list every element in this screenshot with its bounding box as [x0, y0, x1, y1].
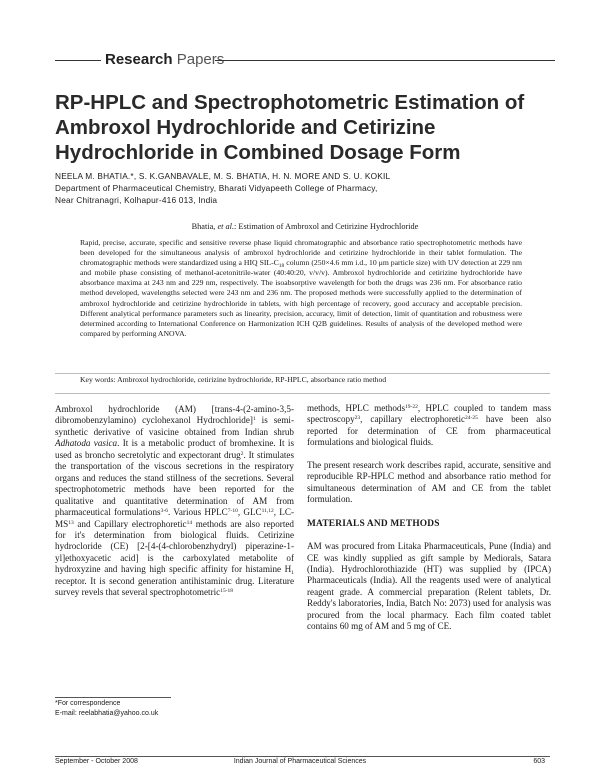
intro-paragraph [55, 404, 294, 599]
running-head-etal: et al. [217, 222, 235, 231]
intro-text-8: and Capillary electrophoretic [73, 518, 187, 529]
receptor-subscript: 1 [291, 570, 294, 577]
ref-superscript: 24-25 [465, 415, 478, 422]
footer-divider [55, 756, 550, 757]
running-head [55, 222, 555, 231]
ref-superscript: 11,12 [261, 508, 274, 515]
correspondence-email: E-mail: reelabhatia@yahoo.co.uk [55, 709, 159, 717]
ref-superscript: 14 [186, 519, 193, 526]
ref-superscript: 7-10 [227, 508, 238, 515]
abstract-divider [55, 373, 550, 374]
review-text-2: , HPLC coupled to tandem mass spectroscopy [307, 403, 552, 425]
affiliation-line-1: Department of Pharmaceutical Chemistry, Bharati Vidyapeeth College of Pharmacy, [55, 183, 378, 193]
section-label-light: Papers [176, 51, 225, 68]
page-number: 603 [533, 758, 545, 765]
keywords-text: Ambroxol hydrochloride, cetirizine hydrochloride, RP-HPLC, absorbance ratio method [115, 375, 387, 384]
keywords-divider [55, 393, 550, 394]
intro-text-9: methods are also reported for it's determination from biological fluids. Cetirizine hydrocloride (CE) [2-[4-(4-chlorobenzhydryl) piperazine-1-yl]ethoxyacetic acid] is the carboxylated metabolite of hydroxyzine and having high specific affinity for histamine H [55, 518, 294, 575]
section-label-bold: Research [105, 51, 173, 68]
keywords [80, 375, 540, 384]
ref-superscript: 23 [354, 415, 361, 422]
keywords-label: Key words: [80, 375, 116, 384]
footnote [55, 699, 295, 718]
ref-superscript: 2 [240, 450, 244, 457]
abstract-part-1: Rapid, precise, accurate, specific and sensitive reverse phase liquid chromatographic and absorbance ratio spectrophotometric methods have been developed for the simultaneous analysis of ambroxol hydrochloride and cetirizine hydrochloride in their tablet formulation. The chromatographic methods were standardized using a HIQ SIL-C [80, 238, 522, 268]
ref-superscript: 1 [252, 416, 256, 423]
aim-paragraph: The present research work describes rapid, accurate, sensitive and reproducible RP-HPLC method and absorbance ratio method for simultaneous determination of AM and CE from the tablet formulation. [307, 459, 551, 505]
intro-text-3: . It is a metabolic product of bromhexine. It is used as broncho secretolytic and expectorant drug [55, 438, 294, 460]
abstract-subscript: 18 [278, 263, 285, 270]
footer-journal: Indian Journal of Pharmaceutical Sciences [233, 758, 367, 765]
methods-review-paragraph [307, 403, 551, 449]
ref-superscript: 15-18 [220, 588, 234, 595]
footnote-divider [55, 697, 171, 698]
intro-text-2: is semi-synthetic derivative of vasicine obtained from Indian shrub [55, 415, 294, 437]
affiliation-line-2: Near Chitranagri, Kolhapur-416 013, India [55, 195, 218, 205]
ref-superscript: 19-22 [405, 404, 418, 410]
left-column [55, 404, 294, 599]
running-head-rest: : Estimation of Ambroxol and Cetirizine Hydrochloride [234, 222, 419, 231]
materials-paragraph: AM was procured from Litaka Pharmaceuticals, Pune (India) and CE was kindly supplied as gift sample by Mediorals, Satara (India). Hydrochlorothiazide (HT) was supplied by (IPCA) Pharmaceuticals (India). All the reagents used were of analytical reagent grade. A commercial preparation (Relent tablets, Dr. Reddy's laboratories, India, Batch No: 2073) used for analysis was procured from the local pharmacy. Each film coated tablet contains 60 mg of AM and 5 mg of CE. [307, 541, 551, 632]
review-text-3: , capillary electrophoretic [360, 414, 466, 425]
intro-text-10: receptor. It is second generation antihistaminic drug. Literature survey revels that several spectrophotometric [55, 575, 294, 598]
section-heading-materials: MATERIALS AND METHODS [307, 518, 440, 529]
intro-text-1: Ambroxol hydrochloride (AM) [trans-4-(2-amino-3,5-dibromobenzylamino) cyclohexanol Hydrochloride] [55, 404, 294, 426]
section-label [105, 51, 224, 68]
header-rule-right [215, 60, 555, 61]
right-column [307, 403, 551, 633]
intro-text-7: , LC-MS [55, 507, 294, 529]
species-name: Adhatoda vasica [55, 438, 118, 449]
author-names: NEELA M. BHATIA.*, S. K.GANBAVALE, M. S. BHATIA, H. N. MORE AND S. U. KOKIL [55, 171, 391, 181]
section-header [55, 50, 555, 70]
review-text-1: methods, HPLC methods [307, 403, 406, 413]
intro-text-4: . It stimulates the transportation of the viscous secretions in the respiratory organs and reduces the stand stillness of the secretions. Several spectrophotometric methods have been reported for the qualitative and quantitative determination of AM from pharmaceutical formulations [55, 449, 295, 518]
intro-text-5: . Various HPLC [167, 507, 228, 518]
review-text-4: have been also reported for determination of CE from pharmaceutical formulations and biological fluids. [307, 414, 552, 448]
abstract-part-2: column (250×4.6 mm i.d., 10 μm particle size) with UV detection at 229 nm and mobile phase consisting of methanol-acetonitrile-water (40:40:20, v/v/v). Ambroxol hydrochloride and cetirizine hydrochloride have absorbance maxima at 243 nm and 229 nm, respectively. The isoabsorptive wavelength for both the drugs was 236 nm. For absorbance ratio method developed, wavelengths selected were 243 nm and 236 nm. The proposed methods were successfully applied to the determination of ambroxol hydrochloride and cetirizine hydrochloride in tablets, with high percentage of recovery, good accuracy and acceptable precision. Different analytical performance parameters such as linearity, precision, accuracy, limit of detection, limit of quantitation and robustness were determined according to International Conference on Harmonization ICH Q2B guidelines. Results of analysis of the developed method were compared by performing ANOVA. [80, 258, 522, 338]
footer-date: September - October 2008 [55, 758, 138, 765]
intro-text-6: , GLC [237, 507, 262, 518]
abstract [80, 238, 522, 339]
correspondence-label: *For correspondence [55, 700, 121, 707]
author-block [55, 170, 555, 206]
ref-superscript: 13 [68, 519, 74, 526]
ref-superscript: 3-6 [160, 508, 168, 515]
running-head-author: Bhatia, [191, 222, 218, 231]
header-rule-left [55, 60, 101, 61]
article-title: RP-HPLC and Spectrophotometric Estimation of Ambroxol Hydrochloride and Cetirizine Hydrochloride in Combined Dosage Form [55, 91, 525, 164]
